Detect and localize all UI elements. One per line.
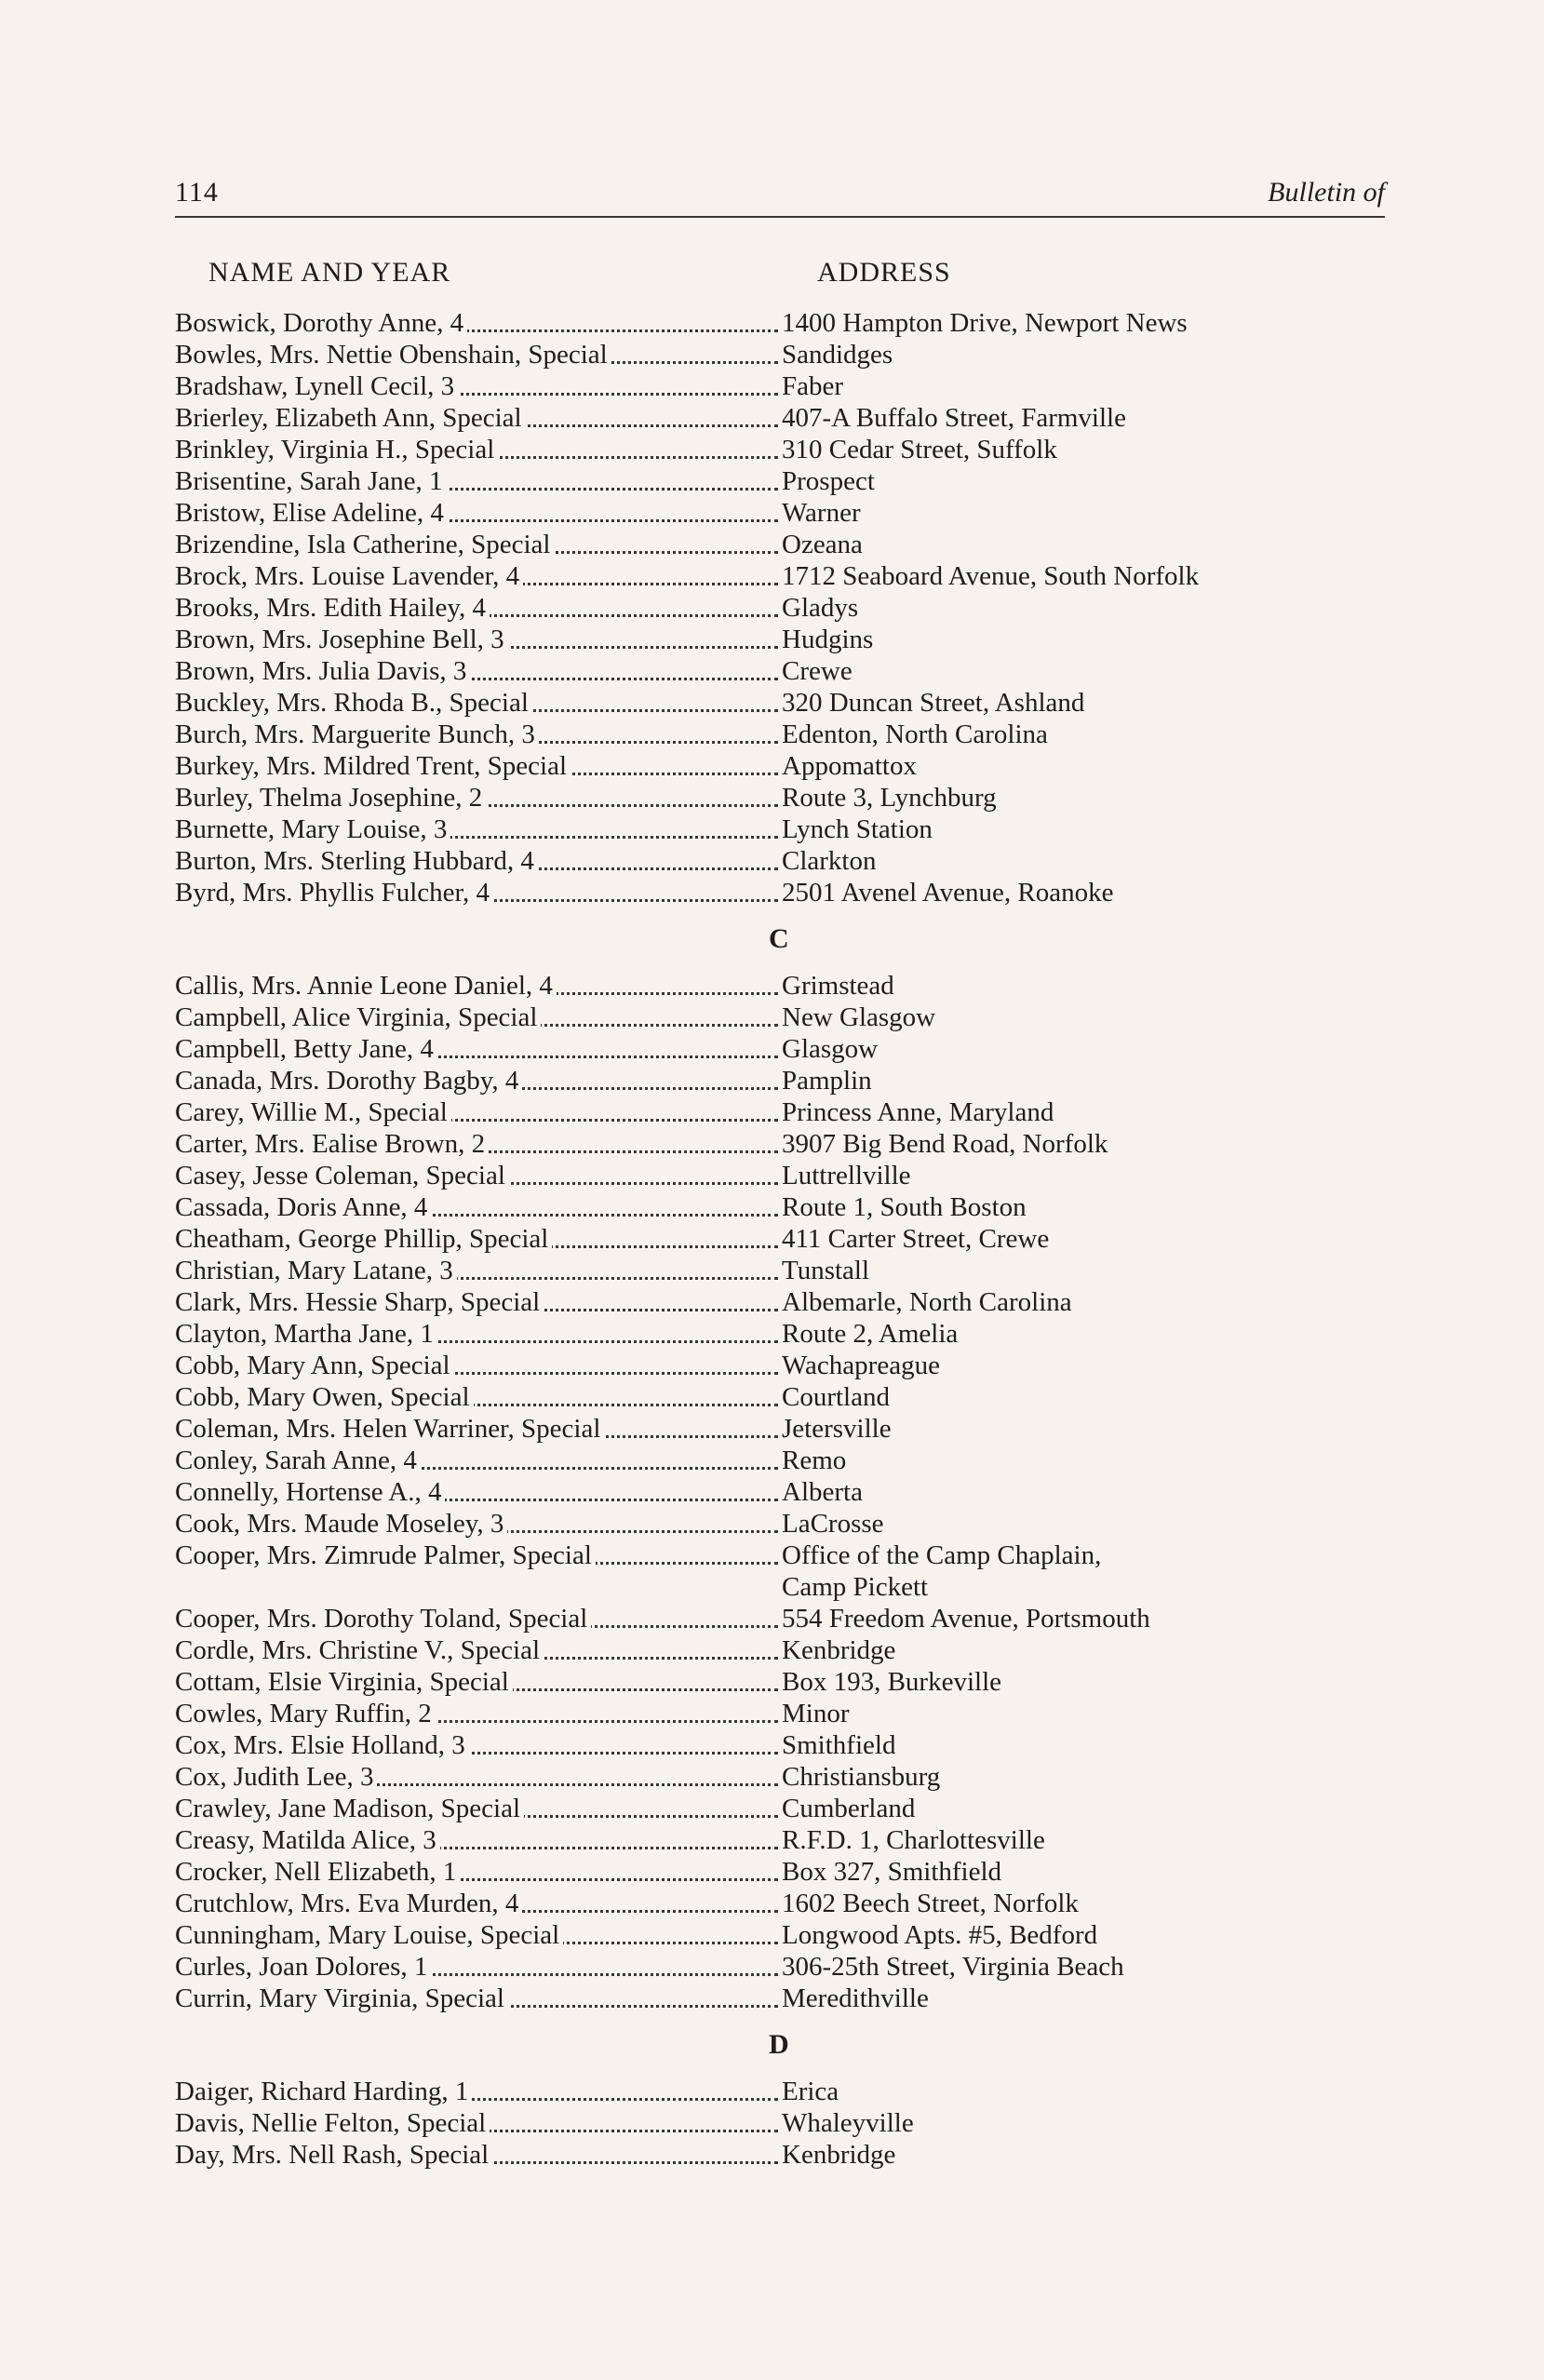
entry-address: Alberta <box>782 1477 863 1507</box>
directory-entry <box>175 560 1403 592</box>
directory-entry <box>175 2107 1403 2139</box>
entry-name-cell <box>175 1223 778 1255</box>
entry-name-cell <box>175 1951 778 1983</box>
directory-entry <box>175 877 1403 908</box>
directory-entry <box>175 1856 1403 1888</box>
directory-entry <box>175 1223 1403 1255</box>
entry-name-cell <box>175 529 778 560</box>
entry-name: Connelly, Hortense A., 4 <box>175 1477 445 1507</box>
directory-entry <box>175 1919 1403 1951</box>
entry-name: Burnette, Mary Louise, 3 <box>175 814 450 844</box>
entry-address: Lynch Station <box>782 814 933 844</box>
entry-address: Kenbridge <box>782 2140 896 2170</box>
entry-name: Crawley, Jane Madison, Special <box>175 1794 524 1823</box>
entry-name-cell <box>175 1381 778 1413</box>
entry-name: Brinkley, Virginia H., Special <box>175 435 498 464</box>
entry-name: Bristow, Elise Adeline, 4 <box>175 498 448 528</box>
entry-address: Office of the Camp Chaplain, <box>782 1540 1102 1570</box>
entry-name: Crocker, Nell Elizabeth, 1 <box>175 1857 460 1887</box>
entry-address: LaCrosse <box>782 1509 884 1539</box>
entry-name-cell <box>175 1508 778 1540</box>
directory-entry <box>175 1445 1403 1476</box>
directory-entry <box>175 970 1403 1002</box>
directory-entry <box>175 1381 1403 1413</box>
page-header <box>175 171 1385 218</box>
entry-name-cell <box>175 465 778 497</box>
directory-entry <box>175 339 1403 370</box>
entry-address: Edenton, North Carolina <box>782 719 1048 749</box>
directory-entry <box>175 1096 1403 1128</box>
entry-name: Creasy, Matilda Alice, 3 <box>175 1825 440 1855</box>
directory-entry <box>175 750 1403 782</box>
entry-address: Gladys <box>782 593 859 623</box>
entry-address: 1602 Beech Street, Norfolk <box>782 1889 1079 1918</box>
entry-name-cell <box>175 1413 778 1445</box>
directory-entry <box>175 529 1403 560</box>
entry-name-cell <box>175 1983 778 2014</box>
entry-address: Route 1, South Boston <box>782 1192 1027 1222</box>
directory-entry <box>175 434 1403 465</box>
page-number: 114 <box>175 177 219 208</box>
entry-address: 407-A Buffalo Street, Farmville <box>782 403 1126 433</box>
entry-address: Glasgow <box>782 1034 879 1064</box>
entry-address: Route 3, Lynchburg <box>782 783 997 813</box>
name-column-heading: NAME AND YEAR <box>208 257 451 288</box>
entry-name-cell <box>175 1729 778 1761</box>
entry-address: Box 327, Smithfield <box>782 1857 1002 1887</box>
entry-address: 3907 Big Bend Road, Norfolk <box>782 1129 1108 1159</box>
running-title: Bulletin of <box>1268 177 1385 208</box>
entry-name: Daiger, Richard Harding, 1 <box>175 2077 472 2106</box>
entry-name-cell <box>175 1255 778 1286</box>
directory-entry <box>175 624 1403 655</box>
entry-address: Albemarle, North Carolina <box>782 1287 1072 1317</box>
directory-entry <box>175 592 1403 624</box>
entry-address: Jetersville <box>782 1414 892 1444</box>
entry-address: Grimstead <box>782 971 894 1001</box>
entry-name-cell <box>175 592 778 624</box>
directory-entry <box>175 687 1403 719</box>
entry-name-cell <box>175 1540 778 1571</box>
entry-address: Sandidges <box>782 340 893 370</box>
entry-name: Conley, Sarah Anne, 4 <box>175 1445 421 1475</box>
entry-name: Burley, Thelma Josephine, 2 <box>175 783 486 813</box>
directory-entry <box>175 1983 1403 2014</box>
entry-name: Bradshaw, Lynell Cecil, 3 <box>175 371 458 401</box>
entry-address: Erica <box>782 2077 839 2106</box>
entry-name: Brierley, Elizabeth Ann, Special <box>175 403 526 433</box>
directory-entry <box>175 1286 1403 1318</box>
entry-name-cell <box>175 970 778 1002</box>
entry-name-cell <box>175 1603 778 1634</box>
directory-entry <box>175 1191 1403 1223</box>
entry-name-cell <box>175 339 778 370</box>
directory-entry <box>175 1951 1403 1983</box>
entry-name-cell <box>175 1666 778 1698</box>
entry-name: Cooper, Mrs. Zimrude Palmer, Special <box>175 1540 596 1570</box>
entry-name: Campbell, Betty Jane, 4 <box>175 1034 437 1064</box>
entry-address: Cumberland <box>782 1794 916 1823</box>
entry-name-cell <box>175 1888 778 1919</box>
directory-entry <box>175 465 1403 497</box>
directory-entry <box>175 1255 1403 1286</box>
entry-name-cell <box>175 402 778 434</box>
directory-entry <box>175 497 1403 529</box>
entry-address: 310 Cedar Street, Suffolk <box>782 435 1057 464</box>
entry-name-cell <box>175 434 778 465</box>
directory-entry <box>175 1508 1403 1540</box>
directory-entry <box>175 1033 1403 1065</box>
entry-address: Remo <box>782 1445 847 1475</box>
entry-name: Cottam, Elsie Virginia, Special <box>175 1667 513 1697</box>
entry-name-cell <box>175 814 778 845</box>
entry-address: Princess Anne, Maryland <box>782 1097 1054 1127</box>
entry-name: Cassada, Doris Anne, 4 <box>175 1192 431 1222</box>
entry-name-cell <box>175 370 778 402</box>
entry-name: Brock, Mrs. Louise Lavender, 4 <box>175 561 523 591</box>
entry-name: Cook, Mrs. Maude Moseley, 3 <box>175 1509 507 1539</box>
entry-address: Warner <box>782 498 861 528</box>
directory-entry <box>175 370 1403 402</box>
entry-name-cell <box>175 1318 778 1350</box>
entry-name: Casey, Jesse Coleman, Special <box>175 1161 509 1190</box>
entry-address: 411 Carter Street, Crewe <box>782 1224 1050 1254</box>
directory-listing <box>175 307 1403 2171</box>
entry-name-cell <box>175 2139 778 2171</box>
entry-name: Buckley, Mrs. Rhoda B., Special <box>175 688 532 718</box>
entry-name: Boswick, Dorothy Anne, 4 <box>175 308 467 338</box>
directory-entry <box>175 1793 1403 1824</box>
directory-entry <box>175 655 1403 687</box>
entry-name: Crutchlow, Mrs. Eva Murden, 4 <box>175 1889 522 1918</box>
entry-name-cell <box>175 2076 778 2107</box>
entry-name-cell <box>175 845 778 877</box>
directory-entry <box>175 1761 1403 1793</box>
entry-address: Smithfield <box>782 1730 896 1760</box>
entry-address: Ozeana <box>782 530 863 559</box>
entry-name: Clark, Mrs. Hessie Sharp, Special <box>175 1287 544 1317</box>
directory-entry <box>175 307 1403 339</box>
entry-name-cell <box>175 1128 778 1160</box>
entry-address: 306-25th Street, Virginia Beach <box>782 1952 1124 1982</box>
section-letter: D <box>769 2029 789 2060</box>
entry-name-cell <box>175 719 778 750</box>
directory-entry <box>175 1729 1403 1761</box>
entry-name-cell <box>175 1445 778 1476</box>
entry-name: Day, Mrs. Nell Rash, Special <box>175 2140 492 2170</box>
entry-name-cell <box>175 782 778 814</box>
entry-address: 1400 Hampton Drive, Newport News <box>782 308 1188 338</box>
entry-name-cell <box>175 1793 778 1824</box>
entry-name-cell <box>175 307 778 339</box>
directory-entry <box>175 2076 1403 2107</box>
entry-name-cell <box>175 1698 778 1729</box>
entry-address: Wachapreague <box>782 1351 940 1380</box>
entry-name-cell <box>175 750 778 782</box>
entry-name: Brooks, Mrs. Edith Hailey, 4 <box>175 593 490 623</box>
directory-entry <box>175 1160 1403 1191</box>
entry-name: Currin, Mary Virginia, Special <box>175 1983 508 2013</box>
directory-entry <box>175 1603 1403 1634</box>
entry-name-cell <box>175 1634 778 1666</box>
entry-address: Longwood Apts. #5, Bedford <box>782 1920 1098 1950</box>
entry-name: Bowles, Mrs. Nettie Obenshain, Special <box>175 340 611 370</box>
entry-name-cell <box>175 497 778 529</box>
entry-address: Clarkton <box>782 846 877 876</box>
entry-name: Brown, Mrs. Julia Davis, 3 <box>175 656 470 686</box>
entry-name: Curles, Joan Dolores, 1 <box>175 1952 431 1982</box>
entry-name: Cobb, Mary Owen, Special <box>175 1382 474 1412</box>
directory-entry <box>175 1350 1403 1381</box>
section-letter: C <box>769 923 789 954</box>
directory-entry <box>175 845 1403 877</box>
entry-address: 1712 Seaboard Avenue, South Norfolk <box>782 561 1200 591</box>
entry-name: Carey, Willie M., Special <box>175 1097 451 1127</box>
directory-entry <box>175 1540 1403 1571</box>
entry-name-cell <box>175 1160 778 1191</box>
entry-address: Route 2, Amelia <box>782 1319 959 1349</box>
entry-name-cell <box>175 2107 778 2139</box>
entry-name-cell <box>175 1002 778 1033</box>
entry-name: Burch, Mrs. Marguerite Bunch, 3 <box>175 719 539 749</box>
directory-entry <box>175 814 1403 845</box>
entry-name-cell <box>175 624 778 655</box>
directory-entry <box>175 1318 1403 1350</box>
entry-name: Campbell, Alice Virginia, Special <box>175 1002 541 1032</box>
entry-name-cell <box>175 877 778 908</box>
entry-name: Davis, Nellie Felton, Special <box>175 2108 490 2138</box>
entry-address-continuation: Camp Pickett <box>782 1572 929 1602</box>
entry-name: Cooper, Mrs. Dorothy Toland, Special <box>175 1604 591 1634</box>
directory-entry <box>175 2139 1403 2171</box>
entry-name: Cowles, Mary Ruffin, 2 <box>175 1699 436 1728</box>
entry-name: Burton, Mrs. Sterling Hubbard, 4 <box>175 846 538 876</box>
entry-name-cell <box>175 1761 778 1793</box>
entry-name-cell <box>175 560 778 592</box>
directory-entry <box>175 1824 1403 1856</box>
entry-name-cell <box>175 687 778 719</box>
directory-entry <box>175 1065 1403 1096</box>
entry-name-cell <box>175 1286 778 1318</box>
entry-name: Cunningham, Mary Louise, Special <box>175 1920 563 1950</box>
entry-address: Tunstall <box>782 1256 870 1285</box>
directory-entry <box>175 402 1403 434</box>
entry-name: Brizendine, Isla Catherine, Special <box>175 530 554 559</box>
entry-address: 554 Freedom Avenue, Portsmouth <box>782 1604 1150 1634</box>
entry-address: Pamplin <box>782 1066 872 1096</box>
entry-name: Callis, Mrs. Annie Leone Daniel, 4 <box>175 971 557 1001</box>
entry-address: New Glasgow <box>782 1002 936 1032</box>
directory-entry <box>175 1888 1403 1919</box>
entry-address: Appomattox <box>782 751 917 781</box>
entry-address: Courtland <box>782 1382 890 1412</box>
entry-name: Coleman, Mrs. Helen Warriner, Special <box>175 1414 604 1444</box>
entry-address: Hudgins <box>782 625 874 654</box>
directory-entry <box>175 1002 1403 1033</box>
entry-name: Clayton, Martha Jane, 1 <box>175 1319 437 1349</box>
entry-name: Christian, Mary Latane, 3 <box>175 1256 457 1285</box>
entry-name: Carter, Mrs. Ealise Brown, 2 <box>175 1129 489 1159</box>
entry-address: Box 193, Burkeville <box>782 1667 1002 1697</box>
entry-name-cell <box>175 1033 778 1065</box>
entry-address: Minor <box>782 1699 850 1728</box>
entry-name: Cox, Judith Lee, 3 <box>175 1762 377 1792</box>
entry-address: Faber <box>782 371 844 401</box>
directory-entry <box>175 1413 1403 1445</box>
entry-name: Cheatham, George Phillip, Special <box>175 1224 552 1254</box>
entry-address: Whaleyville <box>782 2108 914 2138</box>
directory-entry-continuation <box>175 1571 1403 1603</box>
entry-name: Canada, Mrs. Dorothy Bagby, 4 <box>175 1066 522 1096</box>
entry-address: Luttrellville <box>782 1161 911 1190</box>
entry-name-cell <box>175 1856 778 1888</box>
entry-name-cell <box>175 1350 778 1381</box>
entry-address: 320 Duncan Street, Ashland <box>782 688 1085 718</box>
directory-entry <box>175 782 1403 814</box>
entry-name: Cobb, Mary Ann, Special <box>175 1351 454 1380</box>
entry-name: Burkey, Mrs. Mildred Trent, Special <box>175 751 571 781</box>
entry-name-cell <box>175 1824 778 1856</box>
entry-name-cell <box>175 1096 778 1128</box>
entry-name: Brown, Mrs. Josephine Bell, 3 <box>175 625 508 654</box>
entry-name: Brisentine, Sarah Jane, 1 <box>175 466 447 496</box>
directory-entry <box>175 1634 1403 1666</box>
address-column-heading: ADDRESS <box>817 257 951 288</box>
entry-name-cell <box>175 1191 778 1223</box>
column-headings <box>175 257 1385 294</box>
entry-name: Cox, Mrs. Elsie Holland, 3 <box>175 1730 469 1760</box>
directory-entry <box>175 1666 1403 1698</box>
entry-address: Crewe <box>782 656 853 686</box>
entry-address: Christiansburg <box>782 1762 941 1792</box>
directory-entry <box>175 1698 1403 1729</box>
entry-name-cell <box>175 1919 778 1951</box>
entry-name-cell <box>175 655 778 687</box>
entry-name: Byrd, Mrs. Phyllis Fulcher, 4 <box>175 878 493 908</box>
entry-name-cell <box>175 1476 778 1508</box>
entry-address: Prospect <box>782 466 875 496</box>
entry-name-cell <box>175 1065 778 1096</box>
directory-entry <box>175 1476 1403 1508</box>
entry-address: Kenbridge <box>782 1635 896 1665</box>
entry-address: Meredithville <box>782 1983 929 2013</box>
directory-entry <box>175 719 1403 750</box>
entry-address: 2501 Avenel Avenue, Roanoke <box>782 878 1114 908</box>
entry-name: Cordle, Mrs. Christine V., Special <box>175 1635 544 1665</box>
directory-entry <box>175 1128 1403 1160</box>
entry-address: R.F.D. 1, Charlottesville <box>782 1825 1045 1855</box>
